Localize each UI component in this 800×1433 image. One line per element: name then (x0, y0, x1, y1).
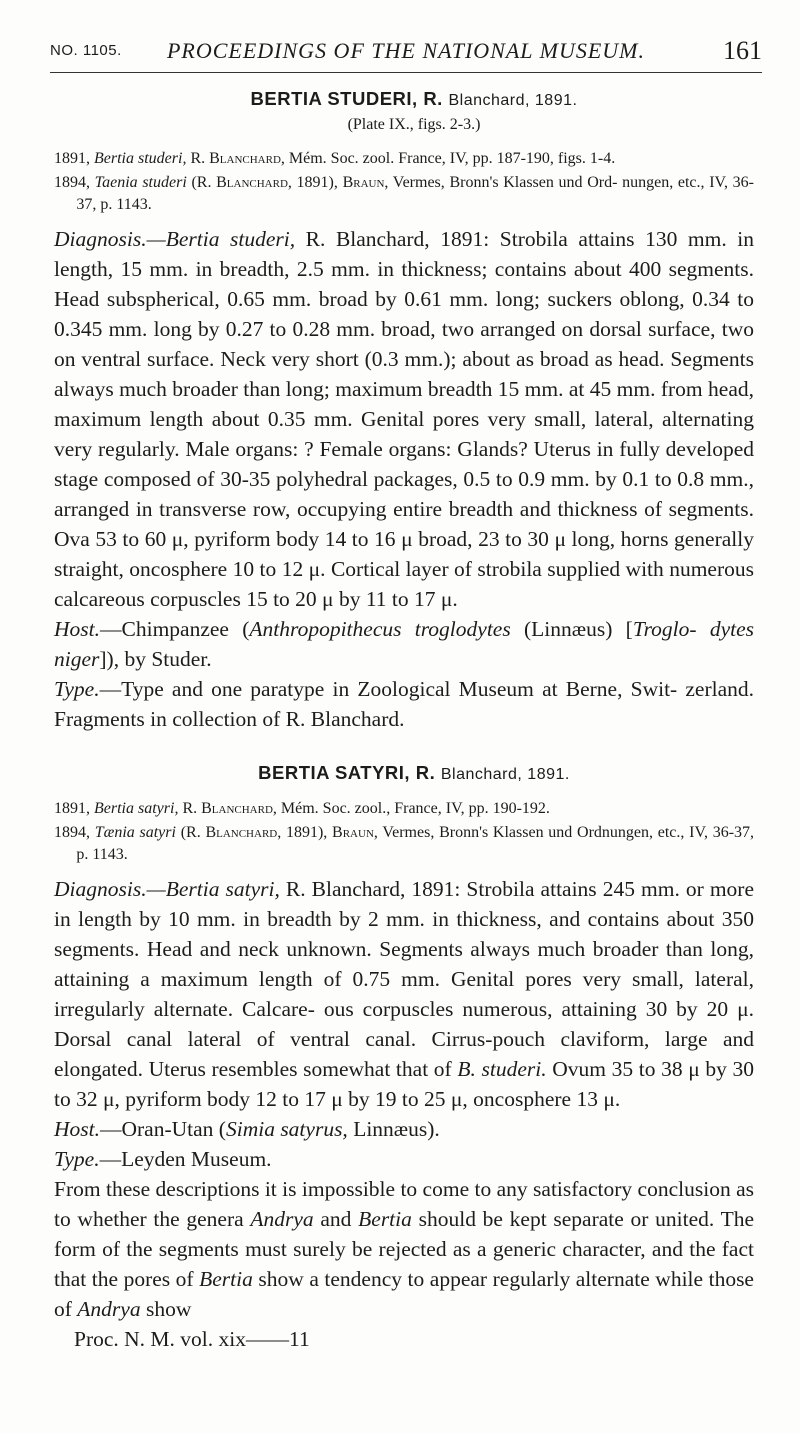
syn-original: (R. Blanchard, 1891), (180, 824, 328, 841)
discussion-paragraph (54, 1174, 754, 1324)
synonymy-entry (54, 172, 754, 216)
syn-taxon: Bertia studeri, (94, 150, 187, 167)
host-paragraph (54, 614, 754, 674)
diagnosis-paragraph (54, 224, 754, 614)
syn-year: 1894, (54, 174, 90, 191)
species-name: BERTIA STUDERI, R. (250, 88, 443, 109)
type-text: —Type and one paratype in Zoological Museum at Berne, Swit- zerland. Fragments in collection of R. Blanchard. (54, 677, 754, 731)
syn-taxon: Taenia studeri (94, 174, 187, 191)
species-author: Blanchard, 1891. (448, 92, 578, 109)
diagnosis-label: Diagnosis.— (54, 877, 166, 901)
discussion-text: and (313, 1207, 359, 1231)
syn-author: Braun, (342, 174, 389, 191)
syn-author: R. Blanchard, (182, 800, 277, 817)
type-paragraph (54, 1144, 754, 1174)
syn-year: 1891, (54, 150, 90, 167)
species-heading-satyri (54, 762, 754, 784)
syn-taxon: Tænia satyri (94, 824, 176, 841)
genus-name: Andrya (77, 1297, 141, 1321)
syn-citation: Mém. Soc. zool. France, IV, pp. 187-190, figs. 1-4. (288, 150, 616, 167)
discussion-text: should be kept separate or united. The form of the segments must surely be rejected as a generic character, and the fact that the pores of (54, 1207, 754, 1291)
host-scientific-name: Troglo- dytes niger (54, 617, 754, 671)
discussion-text: show a tendency to appear regularly alternate while those of (54, 1267, 754, 1321)
syn-citation: Vermes, Bronn's Klassen und Ord- nungen, etc., IV, 36-37, p. 1143. (76, 174, 755, 213)
host-paragraph (54, 1114, 754, 1144)
syn-original: (R. Blanchard, 1891), (191, 174, 338, 191)
synonymy-entry (54, 798, 754, 820)
host-text: —Chimpanzee ( (100, 617, 250, 641)
diagnosis-text: Ovum 35 to 38 μ by 30 to 32 μ, pyriform body 12 to 17 μ by 19 to 25 μ, oncosphere 13 μ. (54, 1057, 754, 1111)
genus-name: Andrya (250, 1207, 314, 1231)
genus-name: Bertia (199, 1267, 253, 1291)
host-label: Host. (54, 617, 100, 641)
host-text: Linnæus). (347, 1117, 440, 1141)
host-label: Host. (54, 1117, 100, 1141)
host-text: (Linnæus) [ (510, 617, 633, 641)
species-author: Blanchard, 1891. (440, 766, 570, 783)
diagnosis-reference-taxon: B. studeri. (457, 1057, 547, 1081)
diagnosis-text: R. Blanchard, 1891: Strobila attains 245 mm. or more in length by 10 mm. in breadth by 2 mm. in thickness, and contains about 350 segments. Head and neck unknown. Segments always much broader than long, attaining a maximum length of 0.75 mm. Genital pores very small, lateral, irregularly alternate. Calcare- ous corpuscles numerous, attaining 30 by 20 μ. Dorsal canal lateral of ventral canal. Cirrus-pouch claviform, large and elongated. Uterus resembles somewhat that of (54, 877, 754, 1081)
host-text: —Oran-Utan ( (100, 1117, 226, 1141)
host-text: ]), by Studer. (99, 647, 212, 671)
diagnosis-label: Diagnosis.— (54, 227, 166, 251)
syn-citation: Vermes, Bronn's Klassen und Ordnungen, etc., IV, 36-37, p. 1143. (76, 824, 755, 863)
type-text: —Leyden Museum. (99, 1147, 272, 1171)
plate-reference: (Plate IX., figs. 2-3.) (347, 116, 481, 133)
syn-taxon: Bertia satyri, (94, 800, 179, 817)
type-label: Type. (54, 677, 100, 701)
diagnosis-taxon: Bertia satyri, (165, 877, 280, 901)
type-paragraph (54, 674, 754, 734)
host-scientific-name: Simia satyrus, (225, 1117, 348, 1141)
diagnosis-paragraph (54, 874, 754, 1114)
species-heading-studeri (54, 88, 754, 110)
genus-name: Bertia (358, 1207, 412, 1231)
signature-line: Proc. N. M. vol. xix——11 (74, 1327, 310, 1351)
type-label: Type. (54, 1147, 100, 1171)
discussion-text: show (140, 1297, 192, 1321)
host-scientific-name: Anthropopithecus troglodytes (249, 617, 511, 641)
syn-year: 1894, (54, 824, 90, 841)
syn-citation: Mém. Soc. zool., France, IV, pp. 190-192. (280, 800, 550, 817)
issue-number: NO. 1105. (50, 42, 122, 59)
syn-year: 1891, (54, 800, 90, 817)
syn-author: R. Blanchard, (190, 150, 285, 167)
syn-author: Braun, (332, 824, 378, 841)
species-name: BERTIA SATYRI, R. (258, 762, 436, 783)
running-header (50, 36, 762, 73)
diagnosis-taxon: Bertia studeri, (165, 227, 296, 251)
page-number: 161 (723, 36, 762, 65)
synonymy-entry (54, 822, 754, 866)
diagnosis-text: R. Blanchard, 1891: Strobila attains 130 mm. in length, 15 mm. in breadth, 2.5 mm. in thickness; contains about 400 segments. Head subspherical, 0.65 mm. broad by 0.61 mm. long; suckers oblong, 0.34 to 0.345 mm. long by 0.27 to 0.28 mm. broad, two arranged on dorsal surface, two on ventral surface. Neck very short (0.3 mm.); about as broad as head. Segments always much broader than long; maximum breadth 15 mm. at 45 mm. from head, maximum length about 0.35 mm. Genital pores very small, lateral, alternating very regularly. Male organs: ? Female organs: Glands? Uterus in fully developed stage composed of 30-35 polyhedral packages, 0.5 to 0.9 mm. by 0.1 to 0.8 mm., arranged in transverse row, occupying entire breadth and thickness of segments. Ova 53 to 60 μ, pyriform body 14 to 16 μ broad, 23 to 30 μ long, horns generally straight, oncosphere 10 to 12 μ. Cortical layer of strobila supplied with numerous calcareous corpuscles 15 to 20 μ by 11 to 17 μ. (54, 227, 754, 611)
synonymy-entry (54, 148, 754, 170)
main-content (54, 78, 754, 1354)
journal-title: PROCEEDINGS OF THE NATIONAL MUSEUM. (166, 38, 646, 63)
discussion-text: From these descriptions it is impossible to come to any satisfactory conclusion as to whether the genera (54, 1177, 754, 1231)
